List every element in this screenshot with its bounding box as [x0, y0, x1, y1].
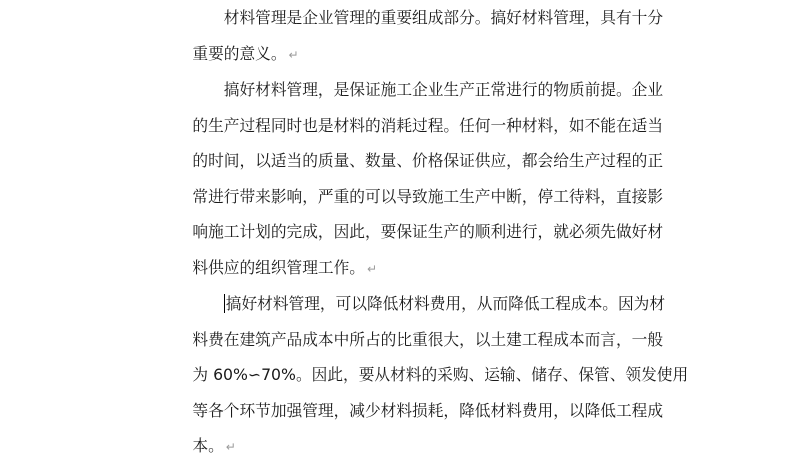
text-line: 为 60%∽70%。因此，要从材料的采购、运输、储存、保管、领发使用: [192, 365, 689, 384]
paragraph-mark-icon: ↵: [366, 261, 378, 276]
paragraph-mark-icon: ↵: [288, 47, 299, 62]
text-cursor: [224, 294, 225, 313]
paragraph-1[interactable]: [161, 0, 664, 71]
text-line: [161, 286, 666, 322]
text-line: 搞好材料管理，是保证施工企业生产正常进行的物质前提。企业: [223, 80, 664, 99]
text-line: 的时间，以适当的质量、数量、价格保证供应，都会给生产过程的正: [192, 151, 664, 170]
text-line: [161, 36, 633, 72]
text-line: 料费在建筑产品成本中所占的比重很大，以土建工程成本而言，一般: [192, 329, 664, 349]
text-line: 响施工计划的完成，因此，要保证生产的顺利进行，就必须先做好材: [192, 222, 664, 241]
text-line-content: 搞好材料管理，可以降低材料费用，从而降低工程成本。因为材: [225, 294, 666, 313]
text-line-content: 重要的意义。: [192, 43, 287, 63]
text-line: 常进行带来影响，严重的可以导致施工生产中断，停工待料，直接影: [192, 186, 664, 206]
paragraph-2[interactable]: [161, 72, 664, 285]
paragraph-mark-icon: ↵: [225, 440, 236, 454]
text-line: [161, 250, 633, 286]
text-line-content: 料供应的组织管理工作。: [192, 257, 365, 277]
paragraph-3[interactable]: [161, 286, 689, 464]
document-body[interactable]: [161, 0, 689, 464]
text-line: [161, 428, 633, 464]
text-line-content: 本。: [192, 436, 224, 455]
text-line: 的生产过程同时也是材料的消耗过程。任何一种材料，如不能在适当: [192, 115, 664, 135]
text-line: 等各个环节加强管理，减少材料损耗，降低材料费用，以降低工程成: [192, 400, 664, 420]
text-line: 材料管理是企业管理的重要组成部分。搞好材料管理，具有十分: [223, 8, 664, 27]
